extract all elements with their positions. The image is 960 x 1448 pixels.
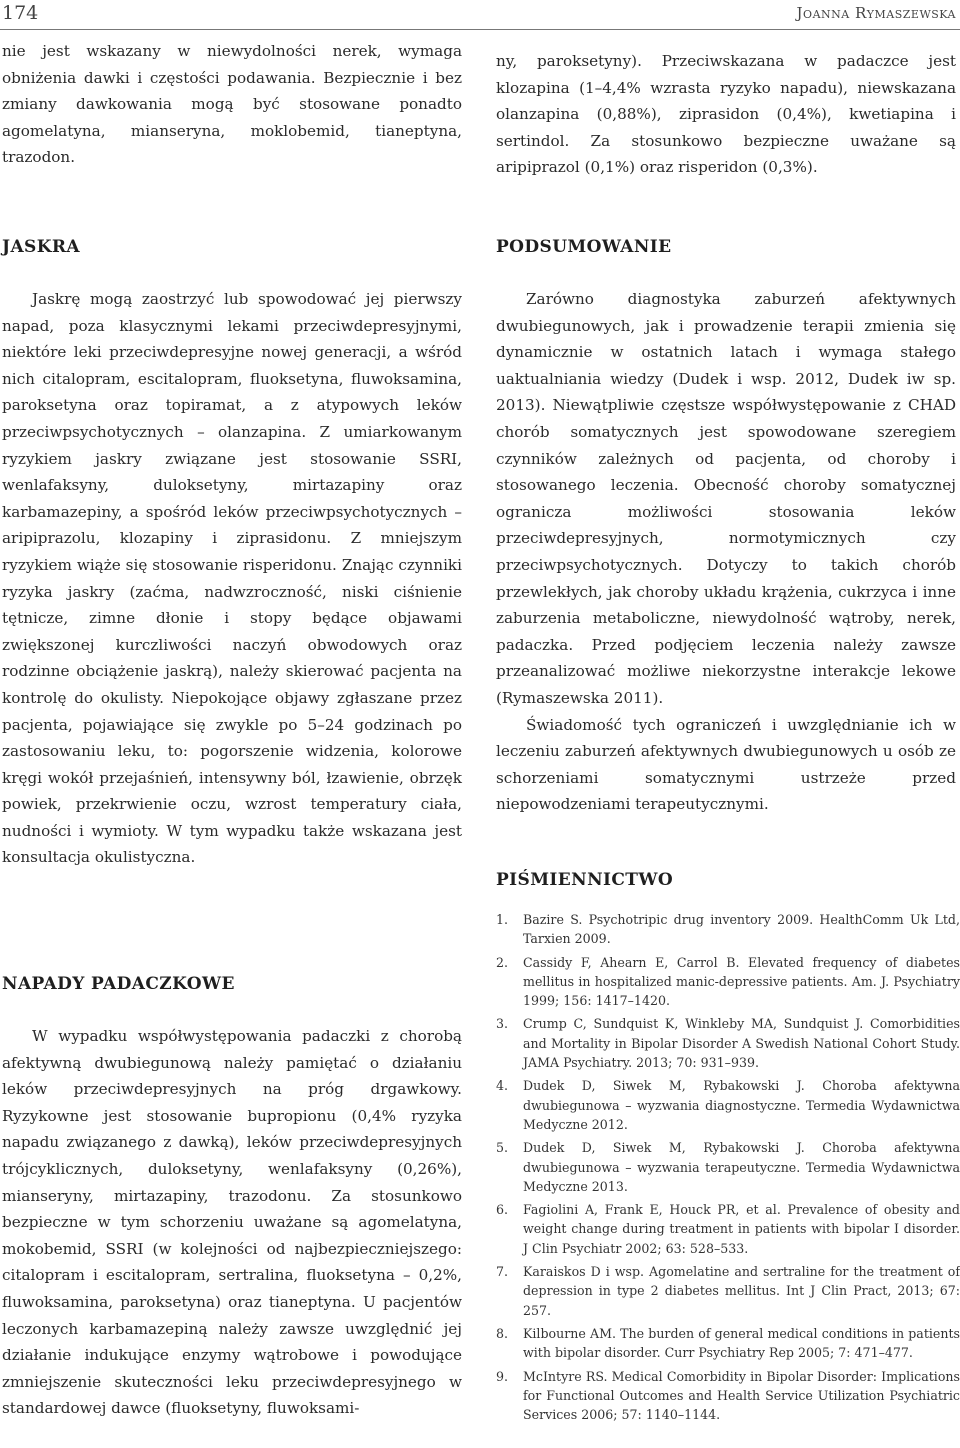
napady-paragraph: W wypadku współwystępowania padaczki z chorobą afektywną dwubiegunową należy pamiętać o działaniu leków przeciwdepresyjnych na próg drgawkowy. Ryzykowne jest stosowanie bupropionu (0,4% ryzyka napadu związanego z dawką), leków przeciwdepresyjnych trójcyklicznych, duloksetyny, wenlafaksyny (0,26%), mianseryny, mirtazapiny, trazodonu. Za stosunkowo bezpieczne w tym schorzeniu uważane są agomelatyna, mokobemid, SSRI (w kolejności od najbezpieczniejszego: citalopram i escitalopram, sertralina, fluoksetyna – 0,2%, fluwoksamina, paroksetyna) oraz tianeptyna. U pacjentów leczonych karbamazepiną należy zawsze uwzględnić jej działanie indukujące enzymy wątrobowe i powodujące zmniejszenie skuteczności leku przeciwdepresyjnego w standardowej dawce (fluoksetyny, fluwoksami- xyxy=(2,1027,462,1418)
reference-item xyxy=(496,1324,960,1363)
reference-item xyxy=(496,1200,960,1258)
section-heading-pismiennictwo: PIŚMIENNICTWO xyxy=(496,870,674,890)
podsumowanie-paragraph-2: Świadomość tych ograniczeń i uwzględnianie ich w leczeniu zaburzeń afektywnych dwubiegunowych u osób ze schorzeniami somatycznymi ustrzeże przed niepowodzeniami terapeutycznymi. xyxy=(496,715,956,814)
reference-number: 3. xyxy=(496,1016,509,1032)
reference-text: Karaiskos D i wsp. Agomelatine and sertraline for the treatment of depression in type 2 diabetes mellitus. Int J Clin Pract, 2013; 67: 257. xyxy=(523,1264,960,1318)
reference-number: 8. xyxy=(496,1325,509,1341)
reference-list xyxy=(496,910,960,1428)
reference-text: Dudek D, Siwek M, Rybakowski J. Choroba afektywna dwubiegunowa – wyzwania terapeutyczne. Termedia Wydawnictwa Medyczne 2013. xyxy=(523,1140,960,1194)
section-heading-podsumowanie: PODSUMOWANIE xyxy=(496,237,672,257)
right-top-paragraph: ny, paroksetyny). Przeciwskazana w padaczce jest klozapina (1–4,4% wzrasta ryzyko napadu), niewskazana olanzapina (0,88%), ziprasidon (0,4%), kwetiapina i sertindol. Za stosunkowo bezpieczne uważane są aripiprazol (0,1%) oraz risperidon (0,3%). xyxy=(496,52,956,177)
reference-number: 7. xyxy=(496,1264,509,1280)
podsumowanie-paragraph-1: Zarówno diagnostyka zaburzeń afektywnych dwubiegunowych, jak i prowadzenie terapii zmienia się dynamicznie w ostatnich latach i wymaga stałego uaktualniania wiedzy (Dudek i wsp. 2012, Dudek iw sp. 2013). Niewątpliwie częstsze współwystępowanie z CHAD chorób somatycznych jest spowodowane szeregiem czynników zależnych od pacjenta, od choroby i stosowanego leczenia. Obecność choroby somatycznej ogranicza możliwości stosowania leków przeciwdepresyjnych, normotymicznych czy przeciwpsychotycznych. Dotyczy to takich chorób przewlekłych, jak choroby układu krążenia, cukrzyca i inne zaburzenia metaboliczne, niewydolność wątroby, nerek, padaczka. Przed podjęciem leczenia należy zawsze przeanalizować możliwe niekorzystne interakcje lekowe (Rymaszewska 2011). xyxy=(496,290,956,707)
napady-section xyxy=(2,1023,462,1422)
left-top-paragraph: nie jest wskazany w niewydolności nerek, wymaga obniżenia dawki i częstości podawania. Bezpiecznie i bez zmiany dawkowania mogą być stosowane ponadto agomelatyna, mianseryna, moklobemid, tianeptyna, trazodon. xyxy=(2,42,462,167)
reference-item xyxy=(496,1367,960,1425)
reference-number: 2. xyxy=(496,954,509,970)
reference-text: Fagiolini A, Frank E, Houck PR, et al. Prevalence of obesity and weight change during treatment in patients with bipolar I disorder. J Clin Psychiatr 2002; 63: 528–533. xyxy=(523,1202,960,1256)
reference-item xyxy=(496,1076,960,1134)
podsumowanie-section xyxy=(496,286,956,818)
reference-text: Dudek D, Siwek M, Rybakowski J. Choroba afektywna dwubiegunowa – wyzwania diagnostyczne. Termedia Wydawnictwa Medyczne 2012. xyxy=(523,1078,960,1132)
reference-item xyxy=(496,910,960,949)
right-top-paragraph-block xyxy=(496,48,956,181)
reference-number: 9. xyxy=(496,1368,509,1384)
reference-number: 6. xyxy=(496,1202,509,1218)
page-header xyxy=(0,0,960,30)
reference-item xyxy=(496,953,960,1011)
left-top-paragraph-block xyxy=(2,38,462,171)
reference-text: Cassidy F, Ahearn E, Carrol B. Elevated frequency of diabetes mellitus in hospitalized manic-depressive patients. Am. J. Psychiatry 1999; 156: 1417–1420. xyxy=(523,954,960,1009)
jaskra-paragraph: Jaskrę mogą zaostrzyć lub spowodować jej pierwszy napad, poza klasycznymi lekami przeciwdepresyjnymi, niektóre leki przeciwdepresyjne nowej generacji, a wśród nich citalopram, escitalopram, fluoksetyna, fluwoksamina, paroksetyna oraz topiramat, a z atypowych leków przeciwpsychotycznych – olanzapina. Z umiarkowanym ryzykiem jaskry związane jest stosowanie SSRI, wenlafaksyny, duloksetyny, mirtazapiny oraz karbamazepiny, a spośród leków przeciwpsychotycznych – aripiprazolu, klozapiny i ziprasidonu. Z mniejszym ryzykiem wiąże się stosowanie risperidonu. Znając czynniki ryzyka jaskry (zaćma, nadwzroczność, niski ciśnienie tętnicze, zimne dłonie i stopy będące objawami zwiększonej kurczliwości naczyń obwodowych oraz rodzinne obciążenie jaskrą), należy skierować pacjenta na kontrolę do okulisty. Niepokojące objawy zgłaszane przez pacjenta, pojawiające się zwykle po 5–24 godzinach po zastosowaniu leku, to: pogorszenie widzenia, kolorowe kręgi wokół przejaśnień, intensywny ból, łzawienie, obrzęk powiek, przekrwienie oczu, wzrost temperatury ciała, nudności i wymioty. W tym wypadku także wskazana jest konsultacja okulistyczna. xyxy=(2,290,462,867)
reference-item xyxy=(496,1014,960,1072)
section-heading-napady: NAPADY PADACZKOWE xyxy=(2,974,235,994)
reference-item xyxy=(496,1262,960,1320)
running-title: Joanna Rymaszewska xyxy=(796,4,956,22)
section-heading-jaskra: JASKRA xyxy=(2,237,81,257)
reference-text: McIntyre RS. Medical Comorbidity in Bipolar Disorder: Implications for Functional Outcomes and Health Service Utilization Psychiatric Services 2006; 57: 1140–1144. xyxy=(523,1368,960,1423)
reference-text: Bazire S. Psychotripic drug inventory 2009. HealthComm Uk Ltd, Tarxien 2009. xyxy=(523,912,960,947)
reference-item xyxy=(496,1138,960,1196)
page-number: 174 xyxy=(2,2,39,24)
header-rule xyxy=(0,29,960,30)
reference-text: Crump C, Sundquist K, Winkleby MA, Sundquist J. Comorbidities and Mortality in Bipolar Disorder A Swedish National Cohort Study. JAMA Psychiatry. 2013; 70: 931–939. xyxy=(523,1016,960,1071)
jaskra-section xyxy=(2,286,462,871)
reference-number: 5. xyxy=(496,1140,509,1156)
reference-number: 1. xyxy=(496,912,509,927)
reference-text: Kilbourne AM. The burden of general medical conditions in patients with bipolar disorder. Curr Psychiatry Rep 2005; 7: 471–477. xyxy=(523,1325,960,1361)
reference-number: 4. xyxy=(496,1078,509,1094)
